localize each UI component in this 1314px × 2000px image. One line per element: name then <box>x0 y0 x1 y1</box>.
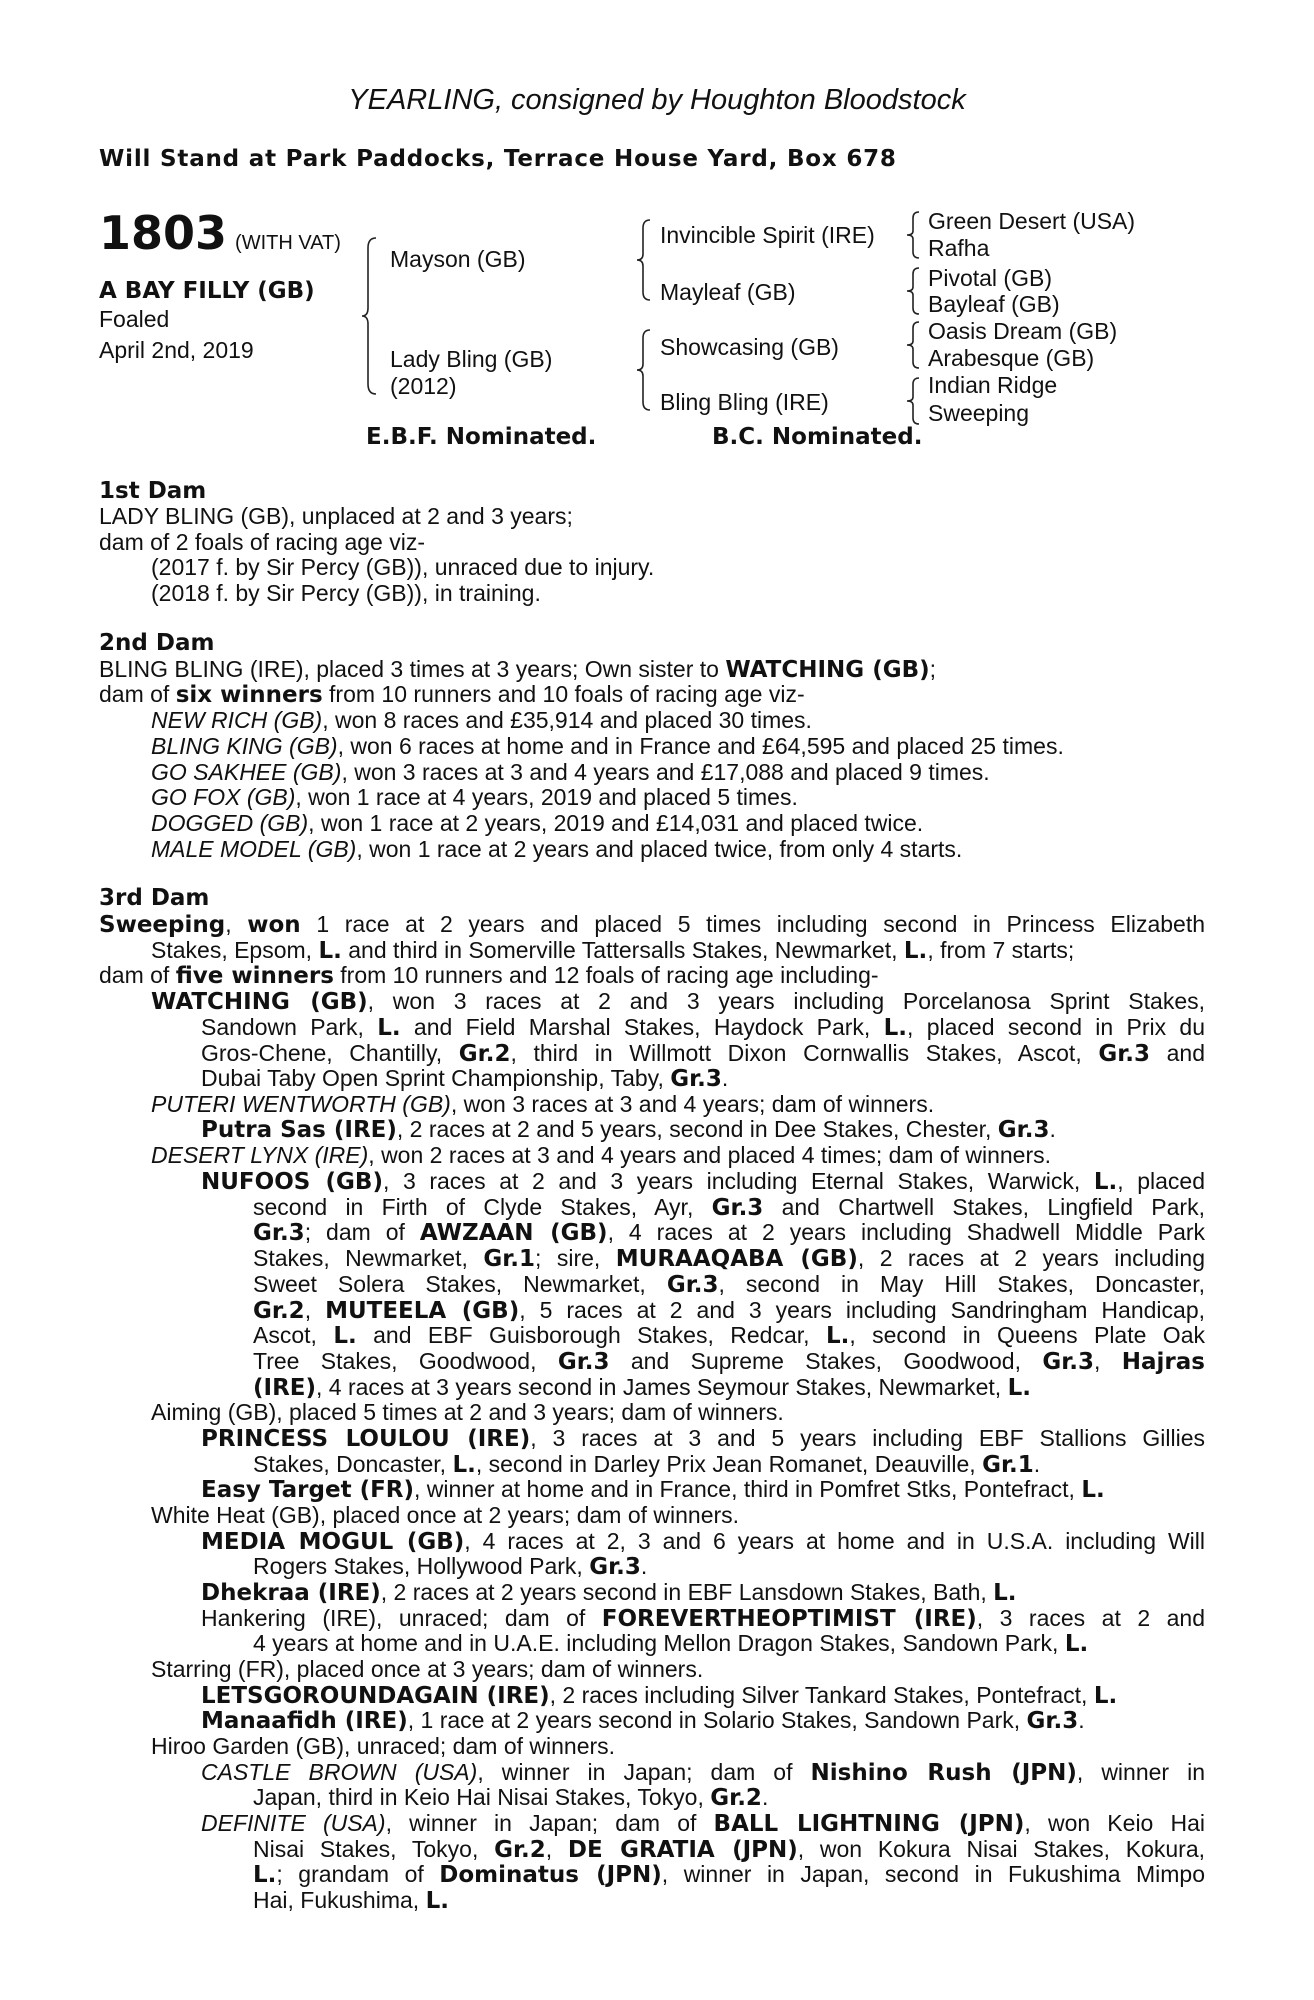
horse-name: Easy Target (FR) <box>201 1477 415 1503</box>
text-run: Rogers Stakes, Hollywood Park, <box>253 1553 590 1579</box>
race-grade: Gr.2 <box>253 1298 305 1324</box>
race-grade: L. <box>903 938 928 964</box>
horse-name: (IRE) <box>253 1375 317 1401</box>
third-dam-line <box>201 1759 1205 1786</box>
text-run: dam of <box>99 962 176 988</box>
third-dam-heading: 3rd Dam <box>99 885 210 911</box>
third-dam-line <box>99 911 1205 938</box>
race-grade: Gr.3 <box>711 1195 764 1221</box>
race-grade: Gr.1 <box>982 1452 1034 1478</box>
third-dam-line <box>253 1297 1205 1324</box>
brace-ss-parents <box>906 210 922 260</box>
first-dam-line: (2018 f. by Sir Percy (GB)), in training. <box>151 580 541 606</box>
brace-icon <box>906 376 922 426</box>
horse-name: MEDIA MOGUL (GB) <box>201 1529 465 1555</box>
horse-name: NUFOOS (GB) <box>201 1169 383 1195</box>
text-run: and Chartwell Stakes, Lingfield Park, <box>763 1194 1205 1220</box>
third-dam-line <box>253 1451 1040 1478</box>
text-run: , <box>1094 1348 1122 1374</box>
race-grade: Gr.3 <box>1098 1041 1151 1067</box>
third-dam-line <box>99 962 879 989</box>
text-run: . <box>1078 1707 1085 1733</box>
won-label: won <box>247 912 301 938</box>
lot-number: 1803 <box>99 206 228 260</box>
text-run: from 10 runners and 12 foals of racing age including- <box>333 962 879 988</box>
third-dam-line: Starring (FR), placed once at 3 years; dam of winners. <box>151 1656 704 1682</box>
text-run: , won 1 race at 2 years and placed twice, from only 4 starts. <box>356 836 963 862</box>
text-run: 4 years at home and in U.A.E. including Mellon Dragon Stakes, Sandown Park, <box>253 1630 1065 1656</box>
race-grade: L. <box>1093 1683 1118 1709</box>
brace-dam-parents <box>636 328 654 412</box>
foaled-info <box>99 304 254 366</box>
third-dam-line <box>253 1245 1205 1272</box>
horse-name: MURAAQABA (GB) <box>615 1246 858 1272</box>
text-run: second in Firth of Clyde Stakes, Ayr, <box>253 1194 712 1220</box>
text-run: Stakes, Epsom, <box>151 937 319 963</box>
text-run: , winner in Japan, second in Fukushima Mimpo <box>661 1861 1205 1887</box>
text-run: , 2 races at 2 years including <box>857 1245 1206 1271</box>
brace-icon <box>636 218 654 302</box>
brace-icon <box>906 320 922 370</box>
race-grade: Gr.1 <box>483 1246 535 1272</box>
text-run: , second in May Hill Stakes, Doncaster, <box>718 1271 1205 1297</box>
race-grade: Gr.3 <box>1026 1708 1079 1734</box>
third-dam-line <box>253 1784 768 1811</box>
text-run: , won Keio Hai <box>1024 1810 1206 1836</box>
text-run: . <box>1033 1451 1041 1477</box>
text-run: , second in Queens Plate Oak <box>849 1322 1205 1348</box>
third-dam-line <box>253 1374 1031 1401</box>
text-run: , winner in <box>1076 1759 1206 1785</box>
horse-name: Manaafidh (IRE) <box>201 1708 408 1734</box>
horse-name: MUTEELA (GB) <box>325 1298 520 1324</box>
text-run: and Field Marshal Stakes, Haydock Park, <box>400 1014 884 1040</box>
text-run: , <box>304 1297 326 1323</box>
horse-name: BALL LIGHTNING (JPN) <box>713 1811 1025 1837</box>
text-run: , 4 races at 2 years including Shadwell Middle Park <box>607 1219 1206 1245</box>
text-run: , 3 races at 3 and 5 years including EBF Stallions Gillies <box>530 1425 1205 1451</box>
text-run: and <box>1150 1040 1205 1066</box>
horse-name: DEFINITE (USA) <box>201 1810 386 1836</box>
text-run: , 2 races including Silver Tankard Stakes, Pontefract, <box>549 1682 1094 1708</box>
horse-name: AWZAAN (GB) <box>419 1220 608 1246</box>
text-run: Hankering (IRE), unraced; dam of <box>201 1605 602 1631</box>
sire-sire-sire: Green Desert (USA) <box>928 208 1136 234</box>
text-run: , won 1 race at 4 years, 2019 and placed 5 times. <box>295 784 798 810</box>
brace-sire-dam <box>362 236 382 396</box>
text-run: , winner in Japan; dam of <box>477 1759 811 1785</box>
text-run: ; sire, <box>535 1245 616 1271</box>
third-dam-line <box>201 1168 1205 1195</box>
third-dam-line <box>253 1553 647 1580</box>
race-grade: L. <box>253 1862 277 1888</box>
horse-name: GO SAKHEE (GB) <box>151 759 342 785</box>
horse-name: LETSGOROUNDAGAIN (IRE) <box>201 1683 550 1709</box>
text-run: from 10 runners and 10 foals of racing age viz- <box>322 681 805 707</box>
text-run: Dubai Taby Open Sprint Championship, Taby, <box>201 1065 671 1091</box>
third-dam-line: Aiming (GB), placed 5 times at 2 and 3 years; dam of winners. <box>151 1399 784 1425</box>
dam-dam-sire: Indian Ridge <box>928 372 1058 398</box>
race-grade: L. <box>1081 1477 1105 1503</box>
race-grade: L. <box>825 1323 850 1349</box>
progeny-line <box>151 733 1064 759</box>
race-grade: Gr.3 <box>1042 1349 1095 1375</box>
text-run: , won 8 races and £35,914 and placed 30 times. <box>322 707 812 733</box>
third-dam-line <box>201 1476 1105 1503</box>
third-dam-line <box>201 1116 1056 1143</box>
race-grade: L. <box>1064 1631 1089 1657</box>
race-grade: Gr.3 <box>666 1272 719 1298</box>
first-dam-heading: 1st Dam <box>99 478 207 504</box>
third-dam-line <box>151 988 1205 1015</box>
sire-name: Mayson (GB) <box>390 246 526 272</box>
text-run: Hai, Fukushima, <box>253 1887 426 1913</box>
horse-name: Nishino Rush (JPN) <box>810 1760 1077 1786</box>
horse-name: Dhekraa (IRE) <box>201 1580 381 1606</box>
third-dam-line: Hiroo Garden (GB), unraced; dam of winners. <box>151 1733 616 1759</box>
progeny-line <box>151 784 798 810</box>
text-run: Tree Stakes, Goodwood, <box>253 1348 558 1374</box>
dam-dam: Bling Bling (IRE) <box>660 389 829 415</box>
text-run: Sweet Solera Stakes, Newmarket, <box>253 1271 667 1297</box>
horse-name: NEW RICH (GB) <box>151 707 323 733</box>
text-run: Nisai Stakes, Tokyo, <box>253 1836 495 1862</box>
brace-ds-parents <box>906 320 922 370</box>
text-run: , 3 races at 2 and 3 years including Eternal Stakes, Warwick, <box>382 1168 1094 1194</box>
text-run: , won 3 races at 3 and 4 years; dam of winners. <box>450 1091 935 1117</box>
horse-name: Dominatus (JPN) <box>439 1862 662 1888</box>
text-run: , 2 races at 2 and 5 years, second in Dee Stakes, Chester, <box>396 1116 998 1142</box>
horse-name: DOGGED (GB) <box>151 810 309 836</box>
race-grade: L. <box>883 1015 908 1041</box>
text-run: . <box>761 1784 769 1810</box>
text-run: , won 3 races at 3 and 4 years and £17,088 and placed 9 times. <box>341 759 990 785</box>
brace-icon <box>906 266 922 316</box>
horse-name: DESERT LYNX (IRE) <box>151 1142 369 1168</box>
race-grade: Gr.3 <box>589 1554 641 1580</box>
text-run: , <box>225 911 248 937</box>
text-run: , won Kokura Nisai Stakes, Kokura, <box>797 1836 1206 1862</box>
horse-name: MALE MODEL (GB) <box>151 836 357 862</box>
second-dam-line <box>99 681 805 708</box>
third-dam-line <box>253 1630 1088 1657</box>
horse-name: Hajras <box>1121 1349 1205 1375</box>
text-run: Gros-Chene, Chantilly, <box>201 1040 459 1066</box>
stand-location: Will Stand at Park Paddocks, Terrace House Yard, Box 678 <box>99 146 897 172</box>
text-run: . <box>721 1065 729 1091</box>
horse-name: GO FOX (GB) <box>151 784 296 810</box>
horse-name: PUTERI WENTWORTH (GB) <box>151 1091 451 1117</box>
text-run: , placed second in Prix du <box>907 1014 1205 1040</box>
third-dam-line <box>201 1579 1017 1606</box>
third-dam-line <box>201 1528 1205 1555</box>
text-run: BLING BLING (IRE), placed 3 times at 3 years; Own sister to <box>99 656 726 682</box>
third-dam-line <box>253 1322 1205 1349</box>
dam-name: Lady Bling (GB) <box>390 346 553 372</box>
text-run: , winner at home and in France, third in Pomfret Stks, Pontefract, <box>414 1476 1082 1502</box>
race-grade: L. <box>377 1015 401 1041</box>
horse-name: A BAY FILLY (GB) <box>99 278 315 304</box>
dam-dam-dam: Sweeping <box>928 400 1030 426</box>
race-grade: Gr.3 <box>670 1066 722 1092</box>
third-dam-line <box>151 937 1074 964</box>
text-run: Stakes, Doncaster, <box>253 1451 453 1477</box>
dam-sire: Showcasing (GB) <box>660 334 839 360</box>
dam-sire-sire: Oasis Dream (GB) <box>928 318 1118 344</box>
text-run: and third in Somerville Tattersalls Stakes, Newmarket, <box>341 937 904 963</box>
text-run: and Supreme Stakes, Goodwood, <box>609 1348 1043 1374</box>
dam-sire-dam: Arabesque (GB) <box>928 345 1095 371</box>
text-run: , 2 races at 2 years second in EBF Lansdown Stakes, Bath, <box>380 1579 994 1605</box>
first-dam-line: (2017 f. by Sir Percy (GB)), unraced due to injury. <box>151 554 655 580</box>
third-dam-line <box>201 1014 1205 1041</box>
horse-name: CASTLE BROWN (USA) <box>201 1759 478 1785</box>
text-run: Sandown Park, <box>201 1014 378 1040</box>
third-dam-line <box>201 1682 1117 1709</box>
race-grade: Gr.3 <box>997 1117 1050 1143</box>
text-run: , won 3 races at 2 and 3 years including Porcelanosa Sprint Stakes, <box>367 988 1205 1014</box>
text-run: 1 race at 2 years and placed 5 times including second in Princess Elizabeth <box>300 911 1205 937</box>
third-dam-line: White Heat (GB), placed once at 2 years; dam of winners. <box>151 1502 740 1528</box>
text-run: , placed <box>1117 1168 1205 1194</box>
third-dam-line <box>253 1348 1205 1375</box>
third-dam-line <box>201 1040 1205 1067</box>
race-grade: L. <box>333 1323 357 1349</box>
race-grade: Gr.3 <box>253 1220 305 1246</box>
horse-name: PRINCESS LOULOU (IRE) <box>201 1426 531 1452</box>
race-grade: Gr.2 <box>458 1041 511 1067</box>
third-dam-line <box>253 1219 1205 1246</box>
text-run: , 1 race at 2 years second in Solario Stakes, Sandown Park, <box>407 1707 1027 1733</box>
third-dam-line <box>201 1605 1205 1632</box>
horse-name: DE GRATIA (JPN) <box>567 1837 798 1863</box>
text-run: Japan, third in Keio Hai Nisai Stakes, Tokyo, <box>253 1784 711 1810</box>
lot-heading <box>99 206 341 260</box>
text-run: , third in Willmott Dixon Cornwallis Stakes, Ascot, <box>510 1040 1099 1066</box>
brace-sd-parents <box>906 266 922 316</box>
sire-dam-sire: Pivotal (GB) <box>928 265 1052 291</box>
race-grade: L. <box>318 938 342 964</box>
winners-count: five winners <box>175 963 334 989</box>
second-dam-heading: 2nd Dam <box>99 630 215 656</box>
text-run: , winner in Japan; dam of <box>385 1810 714 1836</box>
first-dam-line: LADY BLING (GB), unplaced at 2 and 3 years; <box>99 503 573 529</box>
text-run: . <box>640 1553 648 1579</box>
text-run: , second in Darley Prix Jean Romanet, Deauville, <box>475 1451 983 1477</box>
text-run: . <box>1049 1116 1056 1142</box>
progeny-line <box>151 759 990 785</box>
third-dam-line <box>151 1091 934 1117</box>
foaled-date: April 2nd, 2019 <box>99 337 254 363</box>
horse-name: FOREVERTHEOPTIMIST (IRE) <box>601 1606 977 1632</box>
race-grade: L. <box>425 1888 449 1914</box>
third-dam-line <box>201 1810 1205 1837</box>
race-grade: L. <box>1093 1169 1118 1195</box>
text-run: , <box>545 1836 568 1862</box>
ebf-nominated: E.B.F. Nominated. <box>366 424 597 450</box>
brace-icon <box>906 210 922 260</box>
race-grade: L. <box>452 1452 476 1478</box>
horse-name: Putra Sas (IRE) <box>201 1117 397 1143</box>
dam-year: (2012) <box>390 373 457 399</box>
page-title: YEARLING, consigned by Houghton Bloodstock <box>348 84 966 116</box>
text-run: , 3 races at 2 and <box>976 1605 1205 1631</box>
progeny-line <box>151 836 962 862</box>
sire-sire: Invincible Spirit (IRE) <box>660 222 875 248</box>
text-run: , won 1 race at 2 years, 2019 and £14,031 and placed twice. <box>308 810 924 836</box>
third-dam-line <box>201 1065 728 1092</box>
text-run: Stakes, Newmarket, <box>253 1245 484 1271</box>
progeny-line <box>151 707 812 733</box>
sire-dam: Mayleaf (GB) <box>660 279 796 305</box>
horse-name: WATCHING (GB) <box>725 657 930 683</box>
race-grade: Gr.2 <box>710 1785 762 1811</box>
horse-name: Sweeping <box>99 912 226 938</box>
text-run: ; dam of <box>304 1219 420 1245</box>
text-run: Ascot, <box>253 1322 334 1348</box>
text-run: , 4 races at 3 years second in James Seymour Stakes, Newmarket, <box>316 1374 1008 1400</box>
text-run: ; <box>929 656 937 682</box>
vat-note: (WITH VAT) <box>235 232 341 254</box>
second-dam-line <box>99 656 936 683</box>
race-grade: L. <box>1007 1375 1031 1401</box>
sire-dam-dam: Bayleaf (GB) <box>928 291 1060 317</box>
race-grade: Gr.3 <box>557 1349 610 1375</box>
text-run: , won 2 races at 3 and 4 years and placed 4 times; dam of winners. <box>368 1142 1051 1168</box>
horse-name: WATCHING (GB) <box>151 989 368 1015</box>
text-run: dam of <box>99 681 176 707</box>
brace-dd-parents <box>906 376 922 426</box>
text-run: , from 7 starts; <box>927 937 1075 963</box>
bc-nominated: B.C. Nominated. <box>712 424 923 450</box>
text-run: ; grandam of <box>276 1861 440 1887</box>
third-dam-line <box>253 1887 449 1914</box>
brace-icon <box>636 328 654 412</box>
third-dam-line <box>253 1194 1205 1221</box>
race-grade: L. <box>993 1580 1017 1606</box>
brace-sire-parents <box>636 218 654 302</box>
first-dam-line: dam of 2 foals of racing age viz- <box>99 529 425 555</box>
third-dam-line <box>201 1425 1205 1452</box>
foaled-label: Foaled <box>99 306 170 332</box>
progeny-line <box>151 810 923 836</box>
text-run: and EBF Guisborough Stakes, Redcar, <box>356 1322 826 1348</box>
third-dam-line <box>253 1271 1205 1298</box>
race-grade: Gr.2 <box>494 1837 546 1863</box>
sire-sire-dam: Rafha <box>928 235 990 261</box>
winners-count: six winners <box>175 682 323 708</box>
third-dam-line <box>253 1836 1205 1863</box>
third-dam-line <box>253 1861 1205 1888</box>
text-run: , 5 races at 2 and 3 years including Sandringham Handicap, <box>519 1297 1206 1323</box>
text-run: , won 6 races at home and in France and £64,595 and placed 25 times. <box>337 733 1064 759</box>
third-dam-line <box>201 1707 1085 1734</box>
text-run: , 4 races at 2, 3 and 6 years at home and in U.S.A. including Will <box>464 1528 1205 1554</box>
brace-icon <box>362 236 382 396</box>
third-dam-line <box>151 1142 1051 1168</box>
horse-name: BLING KING (GB) <box>151 733 338 759</box>
